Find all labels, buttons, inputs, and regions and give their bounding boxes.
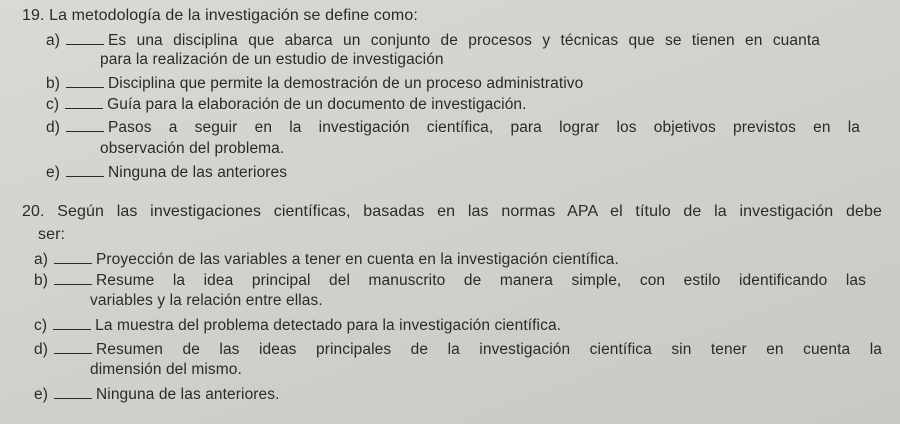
answer-blank[interactable] [66,31,104,45]
question-19-title: 19. La metodología de la investigación se define como: [22,7,418,24]
q20-option-e [34,385,280,404]
option-letter: c) [34,317,48,334]
option-text: Proyección de las variables a tener en cuenta en la investigación científica. [95,251,619,268]
option-letter: a) [46,32,60,49]
question-20-title-cont: ser: [38,226,66,243]
answer-blank[interactable] [66,163,104,177]
q19-option-a-cont: para la realización de un estudio de investigación [100,51,444,68]
option-letter: e) [46,164,60,181]
option-text: Ninguna de las anteriores. [95,386,280,403]
option-text: Pasos a seguir en la investigación científica, para lograr los objetivos previstos en la [107,119,860,136]
q19-option-b [46,74,583,93]
q20-option-d-cont: dimensión del mismo. [90,361,242,378]
question-20-title-text: 20. Según las investigaciones científicas, basadas en las normas APA el título de la investigación debe [22,203,882,220]
option-letter: c) [46,96,60,113]
answer-blank[interactable] [66,118,104,132]
q20-option-b [34,271,866,290]
option-letter: e) [34,386,48,403]
option-text: La muestra del problema detectado para la investigación científica. [95,317,562,334]
option-text: Disciplina que permite la demostración de un proceso administrativo [107,75,584,92]
answer-blank[interactable] [54,250,92,264]
q19-option-d-cont: observación del problema. [100,140,285,157]
q19-option-e [46,163,287,182]
option-text: Resume la idea principal del manuscrito de manera simple, con estilo identificando las [95,272,866,289]
option-letter: a) [34,251,48,268]
answer-blank[interactable] [53,316,91,330]
option-text: Ninguna de las anteriores [107,164,288,181]
option-letter: d) [34,341,48,358]
question-20-title [22,203,882,221]
q20-option-a [34,250,619,269]
answer-blank[interactable] [54,271,92,285]
option-letter: b) [46,75,60,92]
answer-blank[interactable] [65,95,103,109]
answer-blank[interactable] [54,340,92,354]
q19-option-c [46,95,527,114]
option-letter: b) [34,272,48,289]
q19-option-a [46,31,820,50]
option-text: Es una disciplina que abarca un conjunto de procesos y técnicas que se tienen en cuanta [107,32,820,49]
option-letter: d) [46,119,60,136]
q20-option-d [34,340,882,359]
answer-blank[interactable] [66,74,104,88]
q20-option-c [34,316,561,335]
option-text: Resumen de las ideas principales de la investigación científica sin tener en cuenta la [95,341,882,358]
q20-option-b-cont: variables y la relación entre ellas. [90,292,323,309]
option-text: Guía para la elaboración de un documento de investigación. [107,96,527,113]
q19-option-d [46,118,860,137]
answer-blank[interactable] [54,385,92,399]
